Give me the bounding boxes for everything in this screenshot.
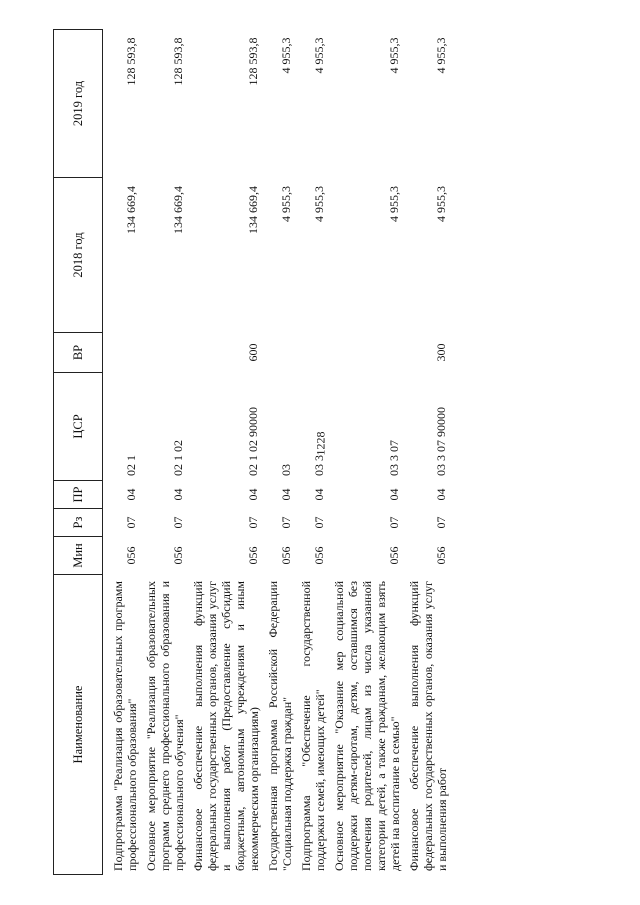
row-name: Финансовое обеспечение выполнения функций федеральных государственных органов, оказания услуг и выполнения работ (Предоставление субсидий бюджетным, автономным учреждениям и иным некоммерческим организациям) <box>191 581 261 871</box>
row-pr: 04 <box>171 488 185 501</box>
row-2019: 4 955,3 <box>279 37 293 74</box>
header-rz: Рз <box>54 509 103 537</box>
header-2018: 2018 год <box>54 178 103 333</box>
table-row <box>186 30 261 875</box>
row-csr: 02 1 <box>124 455 138 476</box>
row-vr <box>327 333 402 373</box>
row-2018: 134 669,4 <box>124 186 138 234</box>
row-vr <box>294 333 327 373</box>
row-2018: 4 955,3 <box>279 186 293 222</box>
table-header-row <box>54 30 103 875</box>
row-min: 056 <box>171 546 185 565</box>
row-2019: 4 955,3 <box>312 37 326 74</box>
row-rz: 07 <box>387 516 401 529</box>
row-name: Основное мероприятие "Реализация образовательных программ среднего профессионального образования и профессионального обучения" <box>144 581 186 871</box>
row-pr: 04 <box>312 488 326 501</box>
row-rz: 07 <box>312 516 326 529</box>
row-csr: 03 3 <box>312 455 326 476</box>
page-number: 1228 <box>313 431 328 456</box>
row-csr: 03 <box>279 464 293 476</box>
row-vr <box>103 333 140 373</box>
row-pr: 04 <box>246 488 260 501</box>
row-pr: 04 <box>124 488 138 501</box>
row-min: 056 <box>312 546 326 565</box>
row-vr <box>261 333 294 373</box>
header-vr: ВР <box>54 333 103 373</box>
row-name: Подпрограмма "Реализация образовательных программ профессионального образования" <box>111 581 139 871</box>
row-name: Государственная программа Российской Федерации "Социальная поддержка граждан" <box>266 581 294 871</box>
row-name: Финансовое обеспечение выполнения функций федеральных государственных органов, оказания услуг и выполнения работ <box>407 581 449 871</box>
row-csr: 02 1 02 <box>171 440 185 476</box>
row-2018: 4 955,3 <box>434 186 448 222</box>
table-row <box>261 30 294 875</box>
row-name: Основное мероприятие "Оказание мер социальной поддержки детям-сиротам, детям, оставшимся без попечения родителей, лицам из числа указанной категории детей, а также гражданам, желающим взять детей на воспитание в семью" <box>332 581 402 871</box>
row-2019: 128 593,8 <box>246 37 260 86</box>
header-min: Мин <box>54 537 103 575</box>
row-2018: 4 955,3 <box>312 186 326 222</box>
row-rz: 07 <box>434 516 448 529</box>
table-row <box>294 30 327 875</box>
table-row <box>139 30 186 875</box>
row-csr: 02 1 02 90000 <box>246 407 260 476</box>
row-2018: 4 955,3 <box>387 186 401 222</box>
row-2019: 128 593,8 <box>171 37 185 86</box>
table-row <box>103 30 140 875</box>
row-pr: 04 <box>279 488 293 501</box>
row-min: 056 <box>387 546 401 565</box>
row-csr: 03 3 07 <box>387 440 401 476</box>
table-row <box>402 30 449 875</box>
row-rz: 07 <box>279 516 293 529</box>
row-pr: 04 <box>387 488 401 501</box>
row-rz: 07 <box>124 516 138 529</box>
row-rz: 07 <box>171 516 185 529</box>
row-2019: 128 593,8 <box>124 37 138 86</box>
row-vr <box>139 333 186 373</box>
row-2018: 134 669,4 <box>171 186 185 234</box>
row-min: 056 <box>279 546 293 565</box>
header-2019: 2019 год <box>54 30 103 178</box>
row-name: Подпрограмма "Обеспечение государственной поддержки семей, имеющих детей" <box>299 581 327 871</box>
row-rz: 07 <box>246 516 260 529</box>
budget-table <box>53 29 449 875</box>
header-csr: ЦСР <box>54 373 103 481</box>
row-vr: 600 <box>246 343 260 362</box>
table-row <box>327 30 402 875</box>
row-2019: 4 955,3 <box>434 37 448 74</box>
row-2018: 134 669,4 <box>246 186 260 234</box>
row-vr: 300 <box>434 343 448 362</box>
row-min: 056 <box>246 546 260 565</box>
rotated-table-container <box>53 30 591 875</box>
row-pr: 04 <box>434 488 448 501</box>
row-min: 056 <box>124 546 138 565</box>
row-min: 056 <box>434 546 448 565</box>
header-pr: ПР <box>54 481 103 509</box>
row-csr: 03 3 07 90000 <box>434 407 448 476</box>
header-name: Наименование <box>54 575 103 875</box>
row-2019: 4 955,3 <box>387 37 401 74</box>
